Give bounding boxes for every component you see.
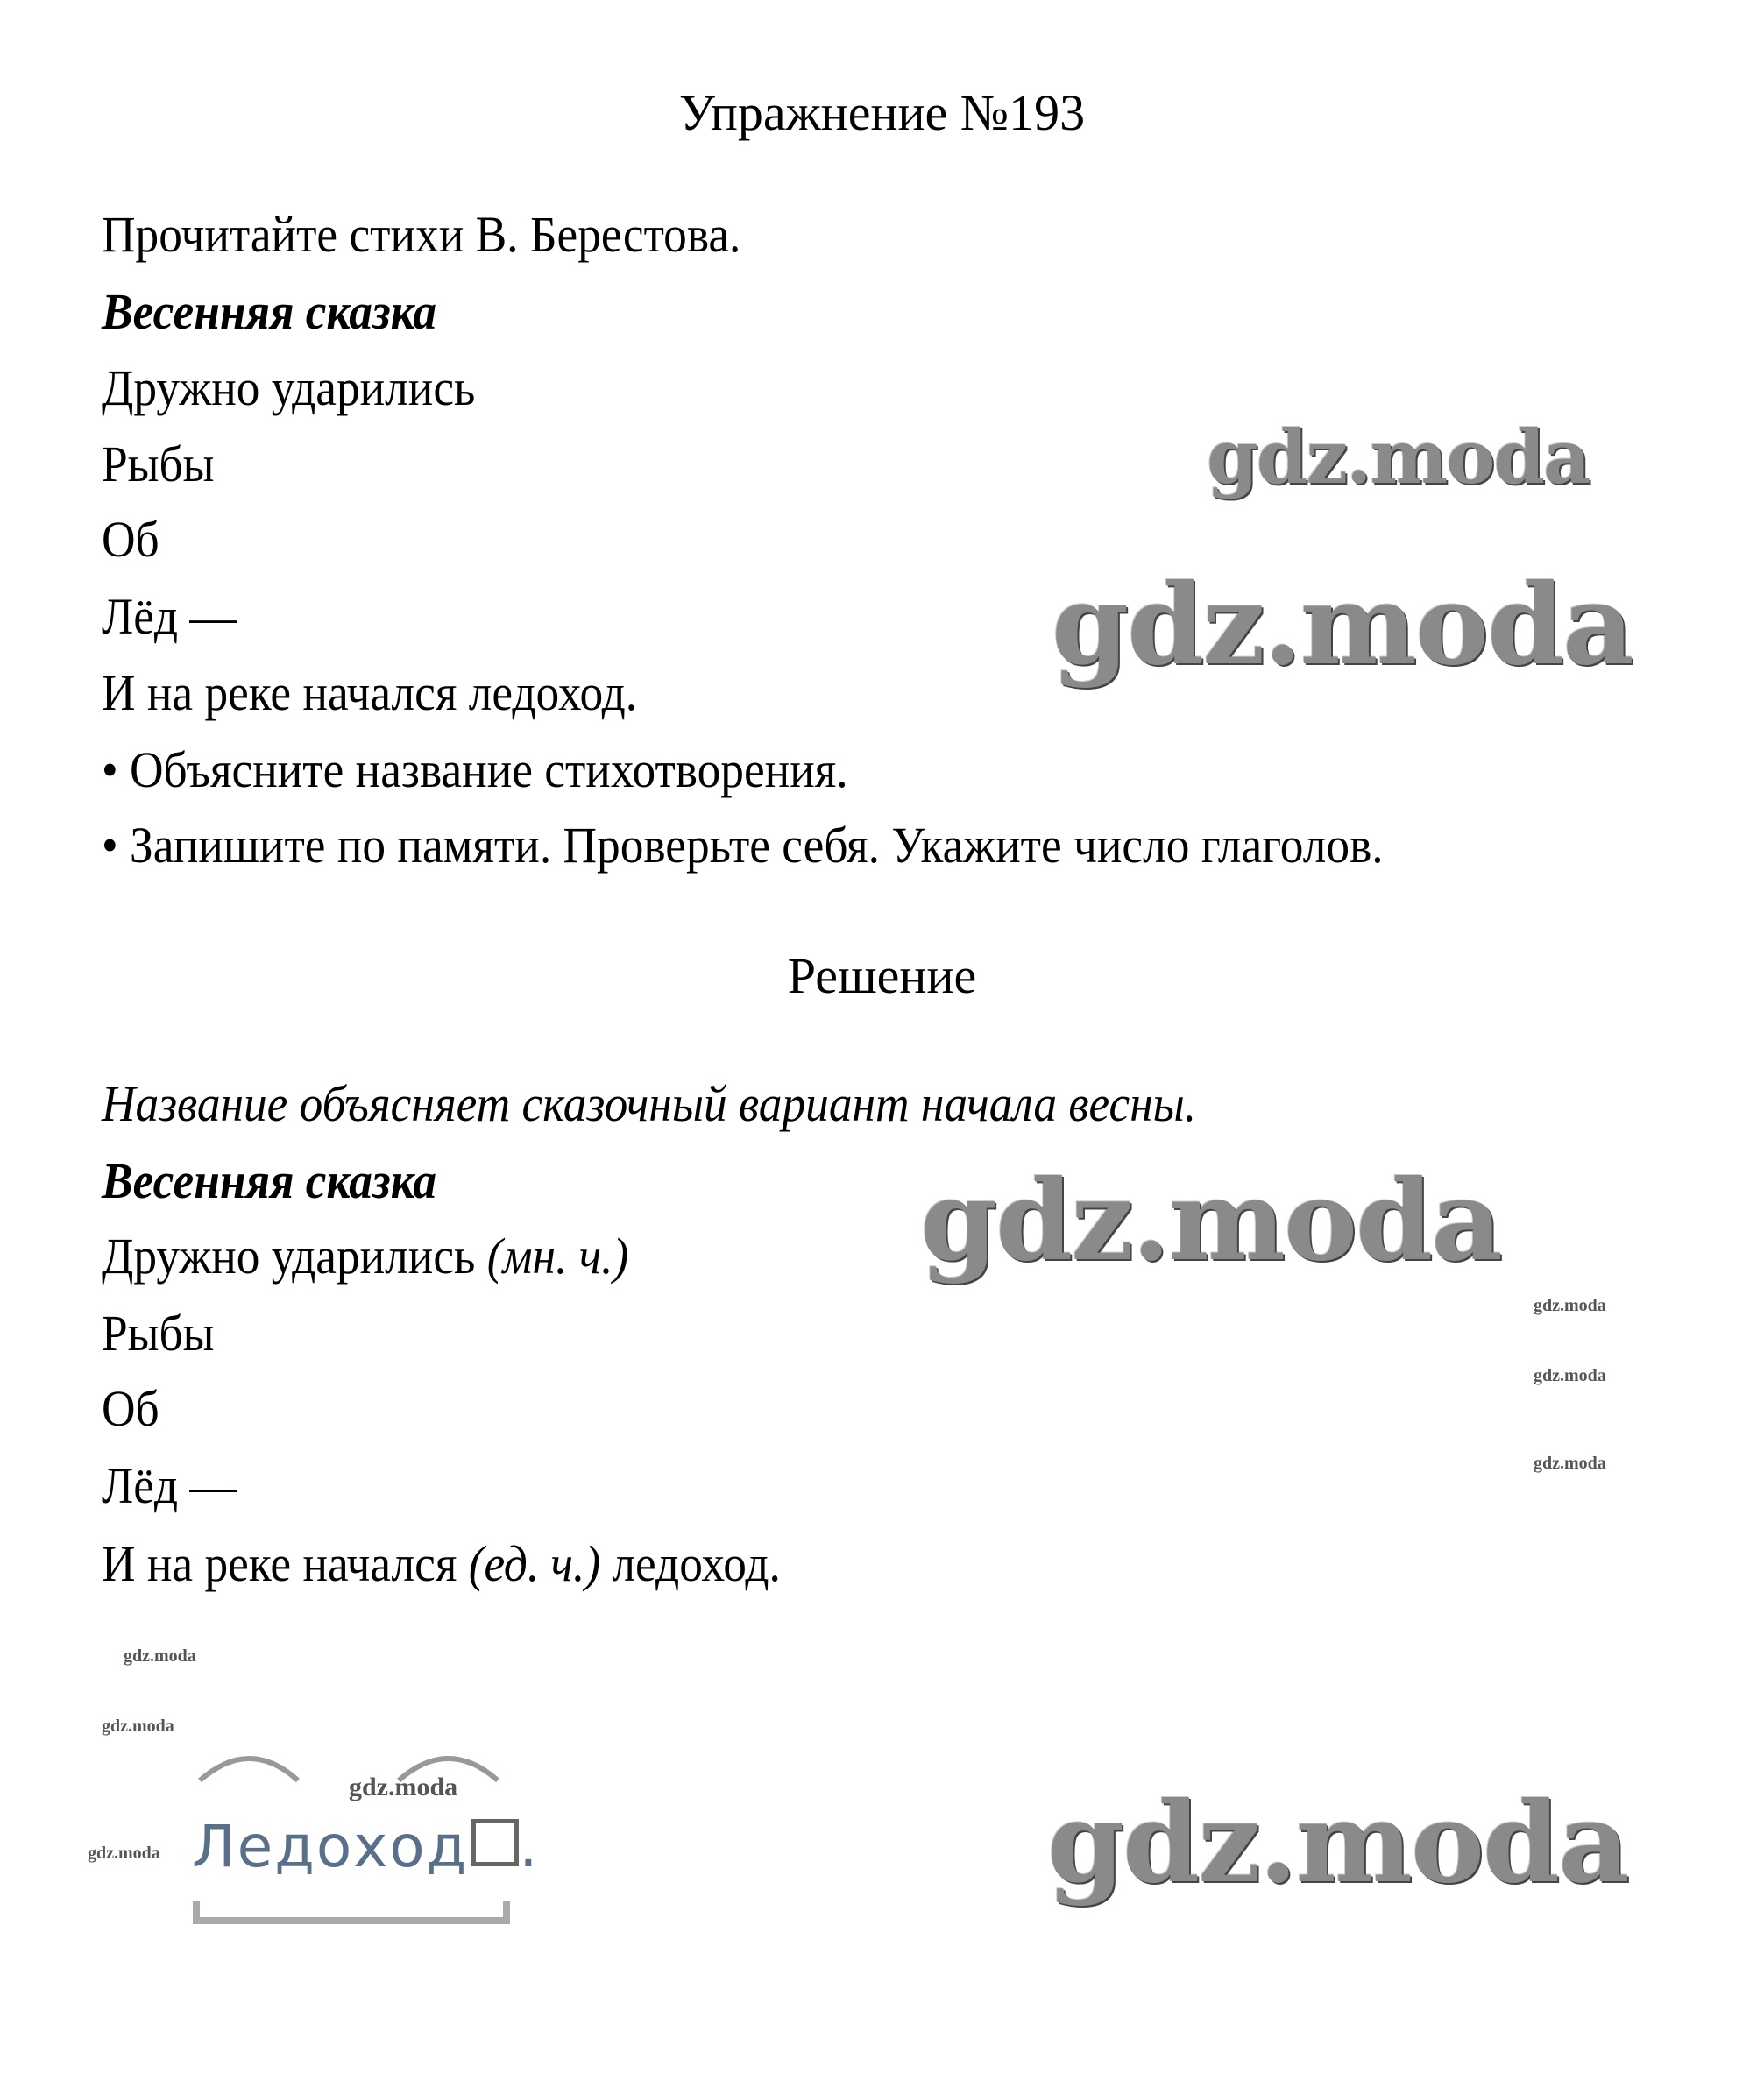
morpheme-word (192, 1813, 540, 1880)
page-title: Упражнение №193 (678, 84, 1086, 141)
ending-box-icon (471, 1819, 519, 1866)
watermark: gdz.moda (1052, 560, 1633, 690)
solution-explanation: Название объясняет сказочный вариант начала весны. (102, 1075, 1197, 1132)
watermark: gdz.moda (1207, 414, 1590, 500)
watermark: gdz.moda (1047, 1778, 1628, 1908)
solution-line: Рыбы (102, 1305, 215, 1362)
task-intro: Прочитайте стихи В. Берестова. (102, 206, 741, 263)
watermark-small: gdz.moda (1534, 1454, 1606, 1473)
grammar-note: (ед. ч.) (468, 1535, 601, 1592)
solution-heading: Решение (787, 947, 977, 1004)
poem-line: Об (102, 511, 159, 568)
root-arc-icon (200, 1759, 298, 1780)
word-text: Ледоход (192, 1813, 469, 1880)
watermark-small: gdz.moda (102, 1717, 174, 1736)
line-text: Дружно ударились (102, 1228, 476, 1285)
poem-line: Рыбы (102, 435, 215, 492)
question: • Объясните название стихотворения. (102, 741, 848, 798)
question: • Запишите по памяти. Проверьте себя. Укажите число глаголов. (102, 817, 1384, 874)
watermark-small: gdz.moda (88, 1844, 160, 1863)
line-text: И на реке начался (102, 1535, 457, 1592)
solution-line: Об (102, 1380, 159, 1437)
poem-title: Весенняя сказка (102, 283, 437, 340)
line-text: ледоход. (612, 1535, 781, 1592)
watermark-small: gdz.moda (124, 1646, 196, 1666)
solution-line: Лёд — (102, 1457, 237, 1514)
watermark-small: gdz.moda (1534, 1296, 1606, 1315)
grammar-note: (мн. ч.) (486, 1228, 629, 1285)
poem-line: Дружно ударились (102, 359, 476, 416)
poem-line: Лёд — (102, 588, 237, 645)
solution-line (102, 1536, 781, 1592)
watermark: gdz.moda (920, 1156, 1501, 1285)
stem-bracket-icon (196, 1901, 507, 1921)
solution-poem-title: Весенняя сказка (102, 1152, 437, 1209)
watermark-small: gdz.moda (349, 1773, 458, 1801)
poem-line: И на реке начался ледоход. (102, 664, 638, 721)
watermark-small: gdz.moda (1534, 1366, 1606, 1385)
solution-line (102, 1228, 628, 1285)
word-punct: . (519, 1813, 540, 1880)
